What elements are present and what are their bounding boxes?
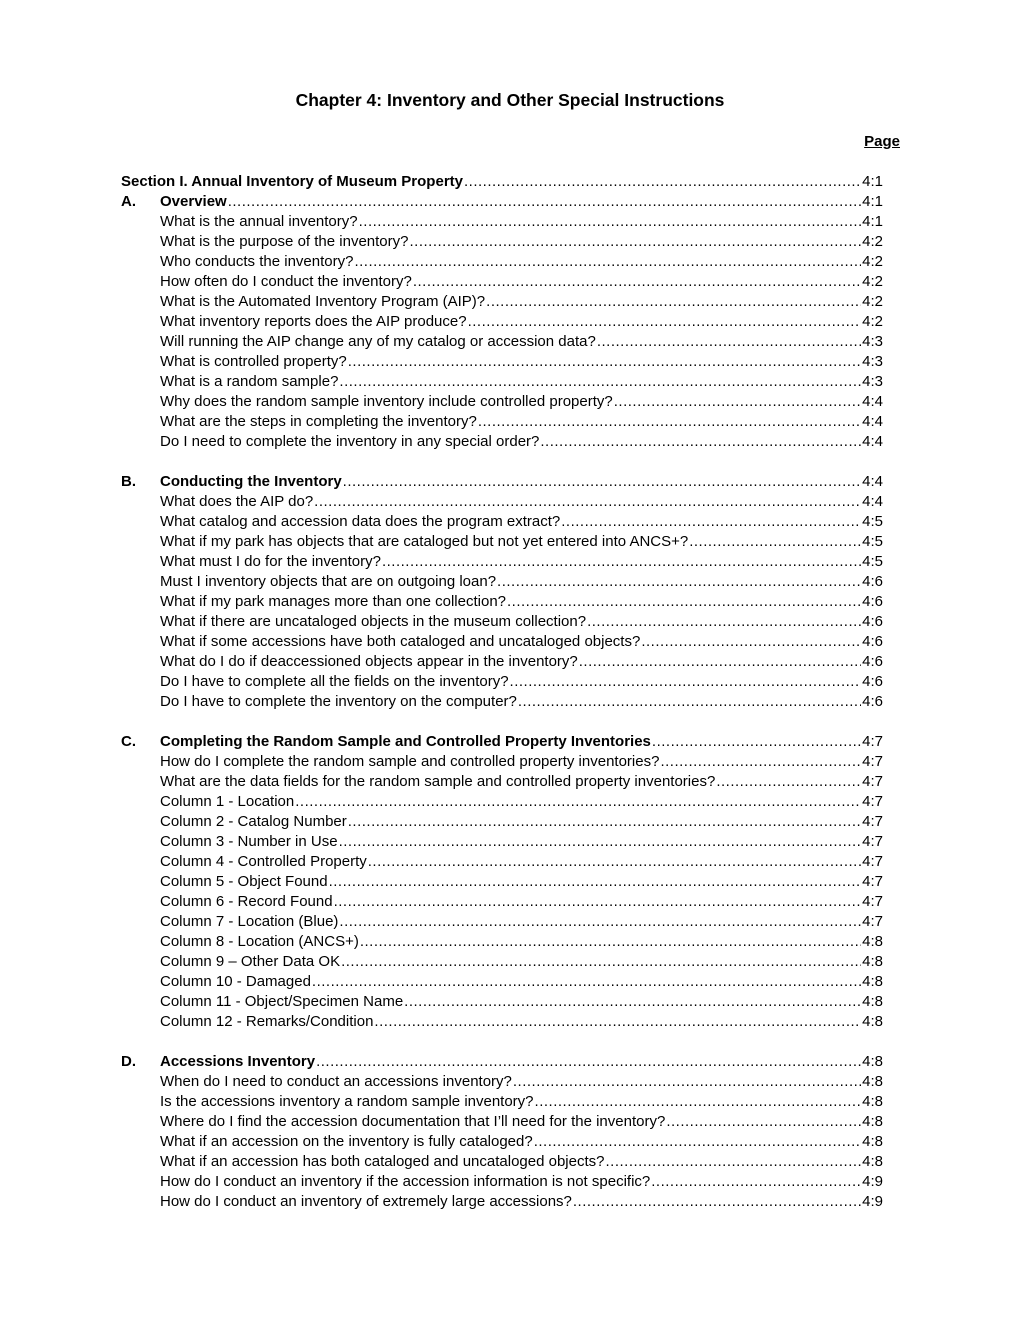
toc-entry-label: Column 1 - Location <box>160 793 295 810</box>
dot-leader <box>518 692 861 712</box>
toc-page-number: 4:2 <box>862 253 883 270</box>
toc-page-number: 4:7 <box>862 813 883 830</box>
dot-leader <box>295 792 861 812</box>
dot-leader <box>507 592 861 612</box>
toc-entry[interactable] <box>121 692 883 712</box>
indent <box>121 1132 160 1152</box>
toc-entry[interactable] <box>121 392 883 412</box>
toc-entry[interactable] <box>121 852 883 872</box>
dot-leader <box>641 632 861 652</box>
toc-entry[interactable] <box>121 1092 883 1112</box>
toc-page-number: 4:7 <box>862 753 883 770</box>
indent <box>121 1152 160 1172</box>
indent <box>121 212 160 232</box>
toc-entry[interactable] <box>121 372 883 392</box>
toc-entry[interactable] <box>121 772 883 792</box>
toc-entry[interactable] <box>121 252 883 272</box>
dot-leader <box>660 752 861 772</box>
toc-entry-label: Do I have to complete the inventory on the computer? <box>160 693 517 710</box>
indent <box>121 332 160 352</box>
toc-entry[interactable] <box>121 412 883 432</box>
toc-entry-label: Overview <box>160 193 227 210</box>
dot-leader <box>716 772 861 792</box>
toc-entry-label: What must I do for the inventory? <box>160 553 381 570</box>
dot-leader <box>486 292 861 312</box>
toc-page-number: 4:6 <box>862 633 883 650</box>
dot-leader <box>348 812 861 832</box>
toc-page-number: 4:6 <box>862 693 883 710</box>
toc-entry-label: What is the Automated Inventory Program (AIP)? <box>160 293 486 310</box>
toc-page-number: 4:7 <box>862 793 883 810</box>
toc-page-number: 4:9 <box>862 1173 883 1190</box>
indent <box>121 292 160 312</box>
dot-leader <box>339 372 861 392</box>
toc-entry-label: Column 8 - Location (ANCS+) <box>160 933 359 950</box>
toc-entry-label: Why does the random sample inventory include controlled property? <box>160 393 613 410</box>
toc-page-number: 4:7 <box>862 893 883 910</box>
toc-page-number: 4:7 <box>862 733 883 750</box>
toc-entry-label: What are the steps in completing the inventory? <box>160 413 477 430</box>
toc-entry-label: What if my park has objects that are cataloged but not yet entered into ANCS+? <box>160 533 689 550</box>
toc-entry[interactable] <box>121 872 883 892</box>
indent <box>121 512 160 532</box>
toc-page-number: 4:4 <box>862 413 883 430</box>
toc-page-number: 4:4 <box>862 433 883 450</box>
dot-leader <box>666 1112 861 1132</box>
toc-subsection-heading[interactable] <box>121 1052 883 1072</box>
dot-leader <box>510 672 862 692</box>
toc-entry[interactable] <box>121 332 883 352</box>
toc-entry[interactable] <box>121 1172 883 1192</box>
dot-leader <box>341 952 861 972</box>
toc-entry[interactable] <box>121 652 883 672</box>
toc-entry[interactable] <box>121 932 883 952</box>
dot-leader <box>339 832 862 852</box>
indent <box>121 232 160 252</box>
dot-leader <box>497 572 861 592</box>
toc-entry[interactable] <box>121 512 883 532</box>
toc-page-number: 4:3 <box>862 353 883 370</box>
dot-leader <box>314 492 861 512</box>
dot-leader <box>413 272 861 292</box>
toc-entry-label: Column 5 - Object Found <box>160 873 328 890</box>
toc-entry[interactable] <box>121 552 883 572</box>
dot-leader <box>316 1052 861 1072</box>
toc-entry-label: Will running the AIP change any of my catalog or accession data? <box>160 333 596 350</box>
table-of-contents <box>121 172 883 1212</box>
dot-leader <box>605 1152 861 1172</box>
toc-page-number: 4:6 <box>862 593 883 610</box>
toc-page-number: 4:4 <box>862 493 883 510</box>
indent <box>121 632 160 652</box>
toc-entry[interactable] <box>121 592 883 612</box>
indent <box>121 532 160 552</box>
toc-entry[interactable] <box>121 532 883 552</box>
dot-leader <box>404 992 861 1012</box>
dot-leader <box>334 892 862 912</box>
toc-page-number: 4:7 <box>862 773 883 790</box>
toc-page-number: 4:8 <box>862 1113 883 1130</box>
dot-leader <box>329 872 862 892</box>
toc-entry-label: Column 11 - Object/Specimen Name <box>160 993 404 1010</box>
toc-entry-label: How do I conduct an inventory of extremely large accessions? <box>160 1193 572 1210</box>
toc-page-number: 4:1 <box>862 193 883 210</box>
toc-entry[interactable] <box>121 972 883 992</box>
toc-entry-label: Column 2 - Catalog Number <box>160 813 347 830</box>
toc-entry-label: What is the annual inventory? <box>160 213 358 230</box>
dot-leader <box>513 1072 861 1092</box>
toc-entry-label: What is a random sample? <box>160 373 339 390</box>
indent <box>121 432 160 452</box>
toc-entry-label: Column 9 – Other Data OK <box>160 953 341 970</box>
toc-entry[interactable] <box>121 492 883 512</box>
toc-entry[interactable] <box>121 812 883 832</box>
indent <box>121 312 160 332</box>
toc-page-number: 4:2 <box>862 293 883 310</box>
indent <box>121 392 160 412</box>
indent <box>121 792 160 812</box>
indent <box>121 772 160 792</box>
indent <box>121 812 160 832</box>
indent <box>121 1112 160 1132</box>
indent <box>121 252 160 272</box>
indent <box>121 1012 160 1032</box>
dot-leader <box>534 1132 861 1152</box>
indent <box>121 652 160 672</box>
toc-entry[interactable] <box>121 212 883 232</box>
toc-entry-label: Column 7 - Location (Blue) <box>160 913 339 930</box>
toc-entry-label: Completing the Random Sample and Controlled Property Inventories <box>160 733 651 750</box>
dot-leader <box>535 1092 862 1112</box>
toc-entry-label: When do I need to conduct an accessions inventory? <box>160 1073 512 1090</box>
indent <box>121 892 160 912</box>
dot-leader <box>374 1012 861 1032</box>
toc-entry[interactable] <box>121 752 883 772</box>
toc-entry[interactable] <box>121 632 883 652</box>
indent <box>121 412 160 432</box>
dot-leader <box>464 172 861 192</box>
subsection-letter: A. <box>121 193 136 210</box>
indent <box>121 692 160 712</box>
indent <box>121 572 160 592</box>
toc-entry-label: How often do I conduct the inventory? <box>160 273 412 290</box>
toc-entry-label: Where do I find the accession documentation that I’ll need for the inventory? <box>160 1113 666 1130</box>
toc-entry-label: Column 3 - Number in Use <box>160 833 338 850</box>
toc-page-number: 4:8 <box>862 993 883 1010</box>
toc-page-number: 4:2 <box>862 313 883 330</box>
toc-section-heading[interactable] <box>121 172 883 192</box>
dot-leader <box>689 532 861 552</box>
toc-page-number: 4:6 <box>862 613 883 630</box>
toc-page-number: 4:1 <box>862 213 883 230</box>
spacer <box>121 452 883 472</box>
toc-entry-label: How do I complete the random sample and controlled property inventories? <box>160 753 660 770</box>
indent <box>121 872 160 892</box>
toc-entry-label: What does the AIP do? <box>160 493 314 510</box>
chapter-title: Chapter 4: Inventory and Other Special Instructions <box>295 90 725 110</box>
indent <box>121 272 160 292</box>
toc-page-number: 4:7 <box>862 913 883 930</box>
dot-leader <box>468 312 862 332</box>
dot-leader <box>561 512 861 532</box>
dot-leader <box>587 612 861 632</box>
toc-page-number: 4:8 <box>862 1013 883 1030</box>
toc-subsection-heading[interactable] <box>121 192 883 212</box>
toc-entry[interactable] <box>121 572 883 592</box>
toc-entry-label: What if an accession has both cataloged and uncataloged objects? <box>160 1153 605 1170</box>
dot-leader <box>382 552 861 572</box>
toc-entry-label: Who conducts the inventory? <box>160 253 354 270</box>
toc-entry-label: What if some accessions have both cataloged and uncataloged objects? <box>160 633 641 650</box>
toc-entry-label: Must I inventory objects that are on outgoing loan? <box>160 573 497 590</box>
toc-page-number: 4:4 <box>862 393 883 410</box>
subsection-letter: C. <box>121 733 136 750</box>
spacer <box>121 1032 883 1052</box>
toc-entry-label: What is the purpose of the inventory? <box>160 233 409 250</box>
toc-entry-label: Conducting the Inventory <box>160 473 342 490</box>
toc-entry-label: What if there are uncataloged objects in the museum collection? <box>160 613 587 630</box>
dot-leader <box>228 192 861 212</box>
toc-entry[interactable] <box>121 612 883 632</box>
dot-leader <box>368 852 861 872</box>
toc-entry-label: How do I conduct an inventory if the accession information is not specific? <box>160 1173 651 1190</box>
indent <box>121 932 160 952</box>
toc-page-number: 4:7 <box>862 833 883 850</box>
toc-entry-label: What inventory reports does the AIP produce? <box>160 313 467 330</box>
dot-leader <box>651 1172 861 1192</box>
toc-entry[interactable] <box>121 1012 883 1032</box>
toc-entry-label: Column 4 - Controlled Property <box>160 853 367 870</box>
toc-entry[interactable] <box>121 1112 883 1132</box>
toc-page-number: 4:4 <box>862 473 883 490</box>
toc-page-number: 4:7 <box>862 873 883 890</box>
toc-entry-label: Do I need to complete the inventory in any special order? <box>160 433 540 450</box>
dot-leader <box>354 252 861 272</box>
toc-entry[interactable] <box>121 1072 883 1092</box>
dot-leader <box>343 472 861 492</box>
toc-entry-label: Accessions Inventory <box>160 1053 316 1070</box>
toc-entry[interactable] <box>121 432 883 452</box>
indent <box>121 672 160 692</box>
toc-page-number: 4:8 <box>862 1153 883 1170</box>
toc-page-number: 4:2 <box>862 233 883 250</box>
toc-entry[interactable] <box>121 832 883 852</box>
toc-page-number: 4:3 <box>862 333 883 350</box>
subsection-letter: D. <box>121 1053 136 1070</box>
subsection-letter: B. <box>121 473 136 490</box>
toc-page-number: 4:2 <box>862 273 883 290</box>
indent <box>121 1092 160 1112</box>
toc-page-number: 4:6 <box>862 653 883 670</box>
toc-entry[interactable] <box>121 792 883 812</box>
dot-leader <box>579 652 861 672</box>
toc-entry[interactable] <box>121 272 883 292</box>
toc-entry-label: What if an accession on the inventory is fully cataloged? <box>160 1133 533 1150</box>
toc-entry-label: What if my park manages more than one collection? <box>160 593 507 610</box>
indent <box>121 1192 160 1212</box>
toc-entry[interactable] <box>121 312 883 332</box>
toc-page-number: 4:8 <box>862 1133 883 1150</box>
toc-subsection-heading[interactable] <box>121 732 883 752</box>
toc-entry-label: What catalog and accession data does the program extract? <box>160 513 561 530</box>
dot-leader <box>597 332 861 352</box>
toc-page-number: 4:5 <box>862 553 883 570</box>
indent <box>121 492 160 512</box>
toc-entry[interactable] <box>121 352 883 372</box>
toc-entry-label: Section I. Annual Inventory of Museum Property <box>121 173 463 190</box>
toc-entry[interactable] <box>121 1192 883 1212</box>
toc-entry[interactable] <box>121 1132 883 1152</box>
toc-page-number: 4:3 <box>862 373 883 390</box>
toc-entry[interactable] <box>121 1152 883 1172</box>
indent <box>121 912 160 932</box>
toc-page-number: 4:8 <box>862 953 883 970</box>
toc-page-number: 4:8 <box>862 1053 883 1070</box>
indent <box>121 852 160 872</box>
dot-leader <box>348 352 861 372</box>
toc-entry-label: What are the data fields for the random sample and controlled property inventories? <box>160 773 716 790</box>
dot-leader <box>652 732 861 752</box>
indent <box>121 1172 160 1192</box>
indent <box>121 752 160 772</box>
toc-entry-label: Column 10 - Damaged <box>160 973 311 990</box>
toc-entry[interactable] <box>121 912 883 932</box>
page-column-header: Page <box>864 133 900 150</box>
toc-subsection-heading[interactable] <box>121 472 883 492</box>
toc-entry-label: What do I do if deaccessioned objects appear in the inventory? <box>160 653 578 670</box>
toc-entry-label: Do I have to complete all the fields on the inventory? <box>160 673 509 690</box>
indent <box>121 1072 160 1092</box>
toc-page-number: 4:9 <box>862 1193 883 1210</box>
indent <box>121 592 160 612</box>
dot-leader <box>540 432 861 452</box>
toc-page-number: 4:8 <box>862 973 883 990</box>
dot-leader <box>339 912 861 932</box>
indent <box>121 992 160 1012</box>
dot-leader <box>573 1192 861 1212</box>
toc-entry[interactable] <box>121 992 883 1012</box>
dot-leader <box>359 212 862 232</box>
toc-page-number: 4:8 <box>862 1093 883 1110</box>
toc-page-number: 4:7 <box>862 853 883 870</box>
toc-page-number: 4:6 <box>862 573 883 590</box>
toc-entry[interactable] <box>121 292 883 312</box>
dot-leader <box>312 972 861 992</box>
toc-page-number: 4:8 <box>862 1073 883 1090</box>
indent <box>121 372 160 392</box>
toc-entry[interactable] <box>121 672 883 692</box>
spacer <box>121 712 883 732</box>
indent <box>121 612 160 632</box>
indent <box>121 972 160 992</box>
indent <box>121 832 160 852</box>
toc-entry[interactable] <box>121 232 883 252</box>
toc-page-number: 4:1 <box>862 173 883 190</box>
toc-page-number: 4:5 <box>862 513 883 530</box>
toc-entry[interactable] <box>121 952 883 972</box>
toc-entry-label: Is the accessions inventory a random sample inventory? <box>160 1093 534 1110</box>
toc-entry-label: Column 12 - Remarks/Condition <box>160 1013 374 1030</box>
dot-leader <box>409 232 861 252</box>
indent <box>121 952 160 972</box>
toc-entry-label: Column 6 - Record Found <box>160 893 333 910</box>
toc-page-number: 4:5 <box>862 533 883 550</box>
dot-leader <box>360 932 861 952</box>
indent <box>121 352 160 372</box>
indent <box>121 552 160 572</box>
dot-leader <box>478 412 861 432</box>
toc-entry[interactable] <box>121 892 883 912</box>
toc-page-number: 4:8 <box>862 933 883 950</box>
dot-leader <box>614 392 861 412</box>
toc-page-number: 4:6 <box>862 673 883 690</box>
toc-entry-label: What is controlled property? <box>160 353 347 370</box>
